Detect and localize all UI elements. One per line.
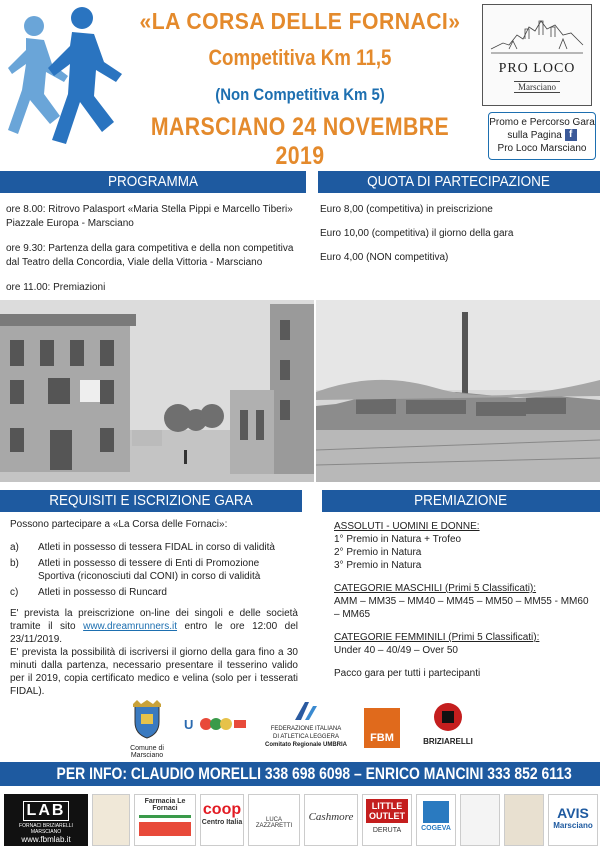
fidal-emblem-icon	[291, 700, 321, 722]
competitive-distance: Competitiva Km 11,5	[208, 45, 392, 70]
quota-item: Euro 10,00 (competitiva) il giorno della gara	[320, 228, 514, 239]
requisiti-heading: REQUISITI E ISCRIZIONE GARA	[0, 490, 302, 512]
requisiti-list	[10, 541, 298, 599]
iscrizione-giorno-paragraph: E' prevista la possibilità di iscriversi il giorno della gara fino a 30 minuti dalla partenza, necessario presentare il tesserino valido per il 2019, copia certificato medico e velina (solo per i tesserati FIDAL).	[10, 647, 298, 697]
promo-line-2: sulla Pagina f	[489, 129, 595, 142]
prize-item: 2° Premio in Natura	[334, 547, 422, 558]
pro-loco-town: Marsciano	[514, 81, 560, 93]
sponsor-cogeva: COGEVA	[416, 794, 456, 846]
pro-loco-logo	[482, 4, 592, 106]
sponsor-grid	[92, 794, 130, 846]
sponsor-doc	[460, 794, 500, 846]
event-date: MARSCIANO 24 NOVEMBRE 2019	[150, 113, 450, 170]
programma-heading: PROGRAMMA	[0, 171, 306, 193]
requisiti-intro: Possono partecipare a «La Corsa delle Fornaci»:	[10, 519, 228, 530]
town-sketch-icon	[489, 9, 585, 59]
requisiti-item: c) Atleti in possesso di Runcard	[10, 587, 167, 598]
quota-item: Euro 4,00 (NON competitiva)	[320, 252, 449, 263]
prize-item: 3° Premio in Natura	[334, 560, 422, 571]
requisiti-item: a) Atleti in possesso di tessera FIDAL in corso di validità	[10, 542, 275, 553]
premiazione-heading: PREMIAZIONE	[322, 490, 600, 512]
historic-photo-street	[0, 300, 314, 482]
sponsor-cashmore: Cashmore	[304, 794, 358, 846]
historic-photo-furnace	[316, 300, 600, 482]
fbm-logo: FBM	[364, 708, 400, 748]
programma-item: ore 11.00: Premiazioni	[6, 282, 106, 293]
femminili-heading: CATEGORIE FEMMINILI (Primi 5 Classificati):	[334, 632, 540, 643]
programma-item: ore 8.00: Ritrovo Palasport «Maria Stella Pippi e Marcello Tiberi» Piazzale Europa - Marsciano	[6, 204, 293, 229]
sponsor-little-outlet: LITTLE OUTLET DERUTA	[362, 794, 412, 846]
promo-line-1: Promo e Percorso Gara	[489, 117, 595, 128]
facebook-icon: f	[565, 129, 577, 141]
facebook-promo-box	[488, 112, 596, 160]
quota-heading: QUOTA DI PARTECIPAZIONE	[318, 171, 600, 193]
quota-list	[320, 203, 590, 275]
assoluti-heading: ASSOLUTI - UOMINI E DONNE:	[334, 521, 480, 532]
contact-info-bar: PER INFO: CLAUDIO MORELLI 338 698 6098 – ENRICO MANCINI 333 852 6113	[0, 762, 600, 786]
femminili-categories: Under 40 – 40/49 – Over 50	[334, 645, 458, 656]
sponsors-strip	[0, 790, 600, 849]
briziarelli-logo: BRIZIARELLI	[418, 702, 478, 746]
sponsor-coop: coop Centro Italia	[200, 794, 244, 846]
premiazione-section	[334, 520, 596, 680]
comune-logo: Comune di Marsciano	[118, 700, 176, 759]
sponsor-building	[504, 794, 544, 846]
pro-loco-name: PRO LOCO	[498, 61, 576, 76]
event-title: «LA CORSA DELLE FORNACI»	[139, 8, 461, 34]
dreamrunners-link[interactable]: www.dreamrunners.it	[83, 621, 178, 632]
coat-of-arms-icon	[127, 700, 167, 740]
non-competitive-distance: (Non Competitiva Km 5)	[215, 85, 385, 104]
sponsor-avis: AVIS Marsciano	[548, 794, 598, 846]
pacco-gara: Pacco gara per tutti i partecipanti	[334, 668, 481, 679]
requisiti-section	[10, 518, 298, 698]
programma-item: ore 9.30: Partenza della gara competitiva e della non competitiva dal Teatro della Concordia, Viale della Vittoria - Marsciano	[6, 243, 294, 268]
maschili-heading: CATEGORIE MASCHILI (Primi 5 Classificati):	[334, 583, 537, 594]
partner-logos	[118, 700, 478, 759]
title-block	[120, 8, 480, 171]
prize-item: 1° Premio in Natura + Trofeo	[334, 534, 462, 545]
sponsor-farmacia: Farmacia Le Fornaci	[134, 794, 196, 846]
briziarelli-emblem-icon	[433, 702, 463, 732]
preiscrizione-paragraph: E' prevista la preiscrizione on-line dei singoli e delle società tramite il sito www.dreamrunners.it entro le ore 12:00 del 23/11/2019.	[10, 608, 298, 645]
fidal-logo: FEDERAZIONE ITALIANA DI ATLETICA LEGGERA Comitato Regionale UMBRIA	[256, 700, 356, 749]
programma-list	[6, 203, 306, 306]
uisp-logo	[182, 714, 248, 734]
requisiti-item: b) Atleti in possesso di tessere di Enti di Promozione Sportiva (riconosciuti dal CONI) in corso di validità	[10, 558, 261, 582]
maschili-categories: AMM – MM35 – MM40 – MM45 – MM50 – MM55 - MM60 – MM65	[334, 596, 589, 620]
runners-silhouette	[4, 4, 124, 154]
svg-text:U: U	[184, 717, 194, 732]
sponsor-luca: LUCA ZAZZARETTI	[248, 794, 300, 846]
promo-line-3: Pro Loco Marsciano	[497, 143, 587, 154]
quota-item: Euro 8,00 (competitiva) in preiscrizione	[320, 204, 493, 215]
sponsor-lab: LAB FORNACI BRIZIARELLI MARSCIANO www.fbmlab.it	[4, 794, 88, 846]
